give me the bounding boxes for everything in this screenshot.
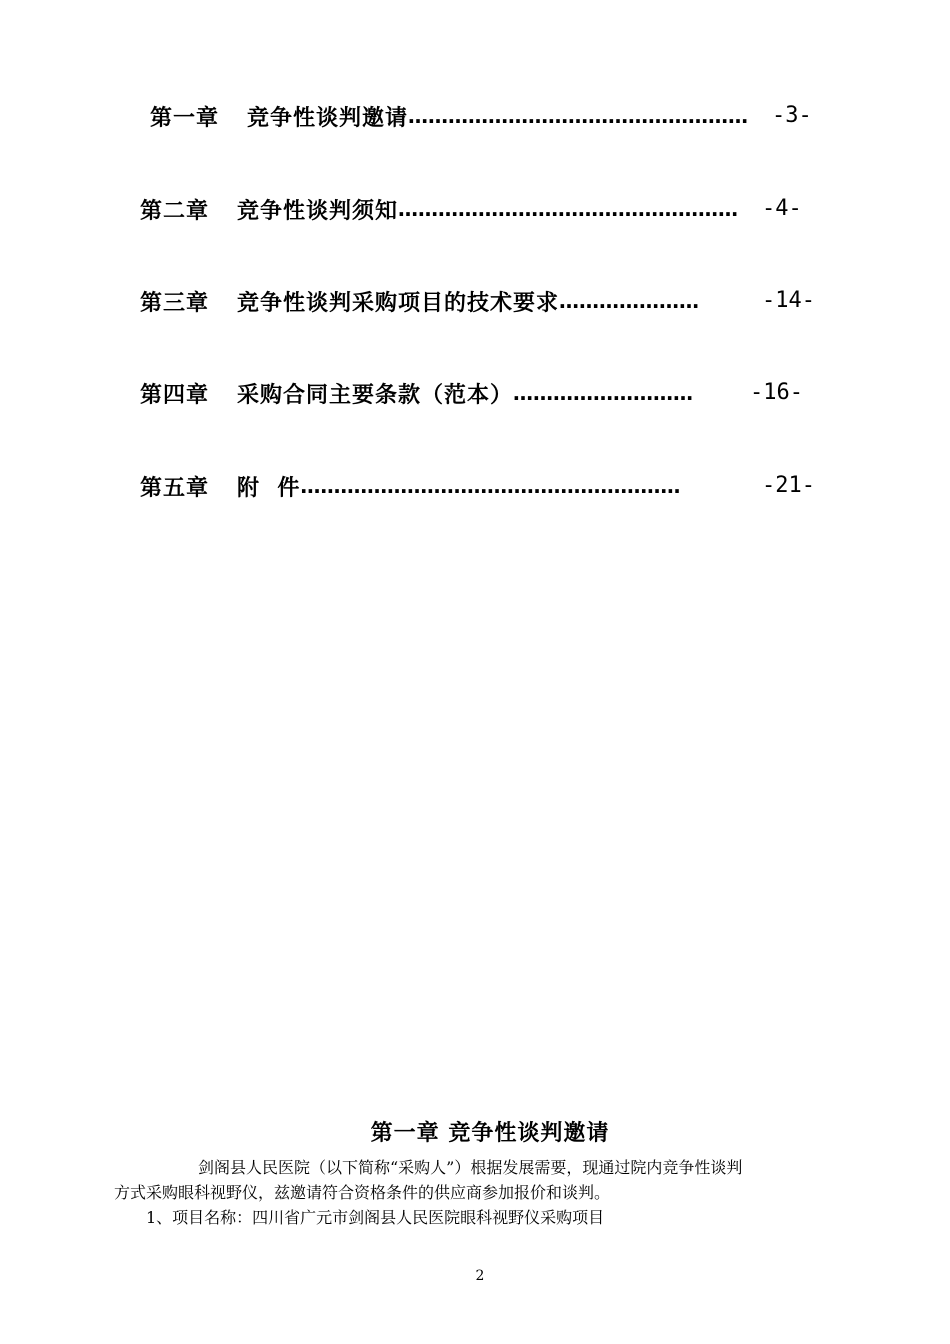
toc-chapter-title: 竞争性谈判采购项目的技术要求 [237,290,560,316]
page-number: 2 [475,1268,485,1284]
toc-entry-chapter-5 [140,466,680,506]
toc-chapter-label: 第二章 [140,198,210,224]
toc-chapter-label: 第三章 [140,290,210,316]
toc-page-number: -3- [772,103,812,128]
toc-dot-leader: …………………………………………… [398,197,739,221]
toc-entry-chapter-2 [140,189,738,229]
toc-chapter-title: 竞争性谈判邀请 [247,105,409,131]
list-item: 1、项目名称：四川省广元市剑阁县人民医院眼科视野仪采购项目 [146,1208,605,1227]
toc-dot-leader: ……………………… [513,381,694,405]
toc-chapter-label: 第五章 [140,475,210,501]
toc-chapter-title: 采购合同主要条款（范本） [237,382,514,408]
toc-entry-chapter-4 [140,373,693,413]
toc-page-number: -4- [762,196,802,221]
toc-entry-chapter-3 [140,281,699,321]
toc-page-number: -16- [750,380,803,405]
toc-page-number: -21- [762,473,815,498]
toc-chapter-label: 第一章 [150,105,220,131]
toc-chapter-title: 附 件 [237,475,301,501]
toc-dot-leader: ………………… [559,289,700,313]
toc-chapter-label: 第四章 [140,382,210,408]
toc-entry-chapter-1 [150,96,748,136]
toc-dot-leader: …………………………………………… [408,104,749,128]
section-heading: 第一章 竞争性谈判邀请 [370,1121,610,1146]
toc-dot-leader: ………………………………………………… [300,474,681,498]
paragraph-line: 剑阁县人民医院（以下简称“采购人”）根据发展需要，现通过院内竞争性谈判 [198,1158,743,1177]
toc-page-number: -14- [762,288,815,313]
toc-chapter-title: 竞争性谈判须知 [237,198,399,224]
paragraph-line: 方式采购眼科视野仪，兹邀请符合资格条件的供应商参加报价和谈判。 [114,1183,611,1202]
